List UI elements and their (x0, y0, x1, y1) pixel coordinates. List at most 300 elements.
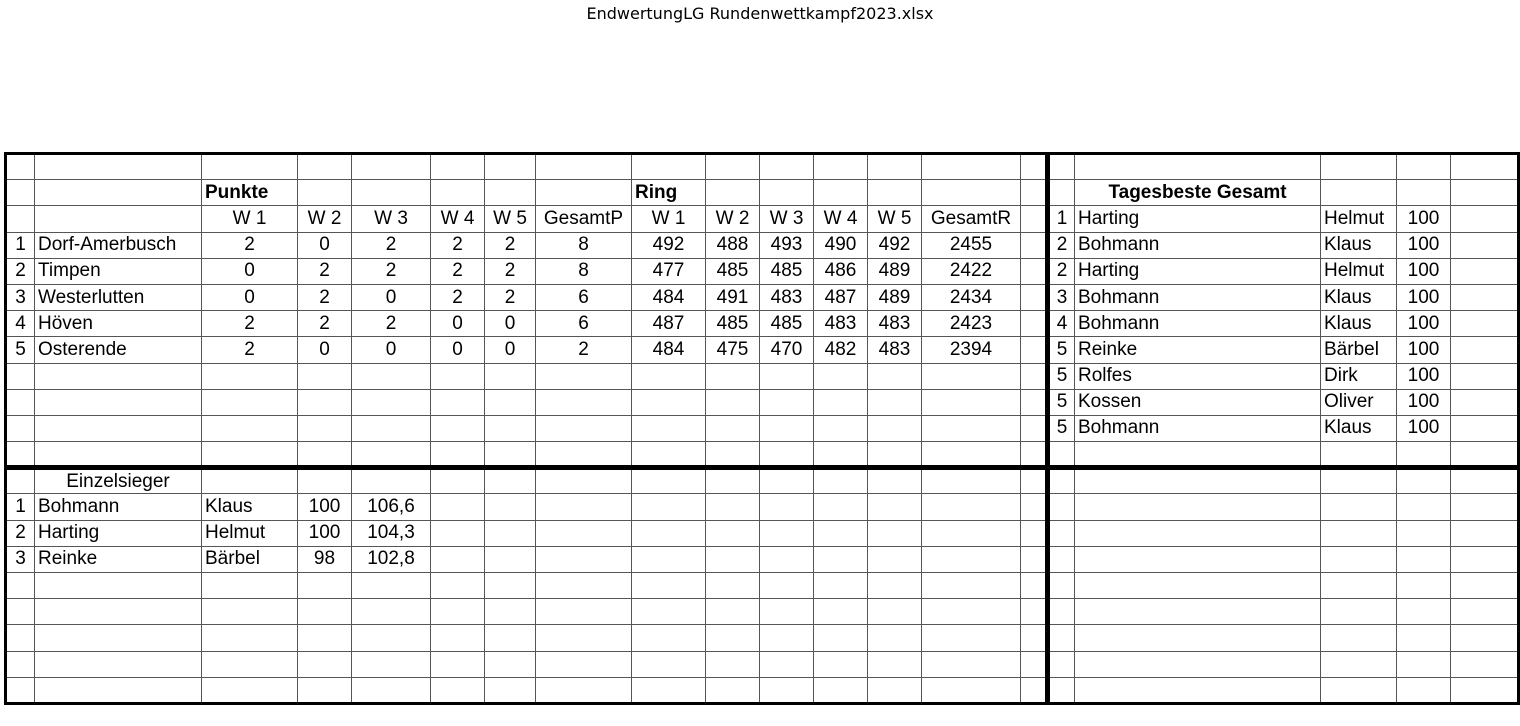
points-cell[interactable]: 2 (202, 232, 298, 258)
winner-lastname[interactable]: Reinke (35, 546, 202, 572)
empty-cell[interactable] (485, 625, 536, 651)
empty-cell[interactable] (1397, 677, 1451, 703)
empty-cell[interactable] (485, 154, 536, 180)
empty-cell[interactable] (1451, 625, 1519, 651)
empty-cell[interactable] (1048, 154, 1075, 180)
empty-cell[interactable] (922, 180, 1021, 206)
empty-cell[interactable] (760, 154, 814, 180)
day-best-firstname[interactable]: Oliver (1321, 389, 1397, 415)
ring-cell[interactable]: 2423 (922, 311, 1021, 337)
empty-cell[interactable] (760, 389, 814, 415)
empty-cell[interactable] (1048, 599, 1075, 625)
winner-value[interactable]: 104,3 (352, 520, 431, 546)
ring-cell[interactable]: 489 (868, 284, 922, 310)
empty-cell[interactable] (536, 363, 632, 389)
day-best-rank[interactable]: 4 (1048, 311, 1075, 337)
day-best-rank[interactable]: 2 (1048, 258, 1075, 284)
empty-cell[interactable] (1048, 520, 1075, 546)
day-best-firstname[interactable]: Dirk (1321, 363, 1397, 389)
empty-cell[interactable] (706, 494, 760, 520)
winner-value[interactable]: 106,6 (352, 494, 431, 520)
empty-cell[interactable] (35, 389, 202, 415)
empty-cell[interactable] (922, 442, 1021, 468)
empty-cell[interactable] (1397, 154, 1451, 180)
empty-cell[interactable] (632, 546, 706, 572)
empty-cell[interactable] (352, 599, 431, 625)
empty-cell[interactable] (1451, 651, 1519, 677)
team-rank[interactable]: 2 (6, 258, 35, 284)
empty-cell[interactable] (1075, 677, 1321, 703)
empty-cell[interactable] (536, 520, 632, 546)
ring-cell[interactable]: 483 (814, 311, 868, 337)
empty-cell[interactable] (202, 363, 298, 389)
empty-cell[interactable] (298, 154, 352, 180)
empty-cell[interactable] (1075, 651, 1321, 677)
points-column-header[interactable]: W 3 (352, 206, 431, 232)
ring-cell[interactable]: 484 (632, 284, 706, 310)
day-best-score[interactable]: 100 (1397, 311, 1451, 337)
empty-cell[interactable] (1451, 389, 1519, 415)
empty-cell[interactable] (1397, 520, 1451, 546)
day-best-firstname[interactable]: Bärbel (1321, 337, 1397, 363)
ring-column-header[interactable]: W 4 (814, 206, 868, 232)
empty-cell[interactable] (814, 494, 868, 520)
empty-cell[interactable] (1397, 494, 1451, 520)
empty-cell[interactable] (1048, 468, 1075, 494)
empty-cell[interactable] (1451, 573, 1519, 599)
empty-cell[interactable] (1021, 415, 1048, 441)
day-best-rank[interactable]: 3 (1048, 284, 1075, 310)
points-column-header[interactable]: W 5 (485, 206, 536, 232)
empty-cell[interactable] (1451, 415, 1519, 441)
day-best-score[interactable]: 100 (1397, 258, 1451, 284)
day-best-rank[interactable]: 5 (1048, 337, 1075, 363)
empty-cell[interactable] (485, 573, 536, 599)
winner-score[interactable]: 98 (298, 546, 352, 572)
empty-cell[interactable] (536, 468, 632, 494)
empty-cell[interactable] (868, 573, 922, 599)
winner-firstname[interactable]: Helmut (202, 520, 298, 546)
empty-cell[interactable] (1397, 625, 1451, 651)
points-cell[interactable]: 2 (431, 284, 485, 310)
empty-cell[interactable] (298, 442, 352, 468)
empty-cell[interactable] (1075, 520, 1321, 546)
empty-cell[interactable] (6, 363, 35, 389)
empty-cell[interactable] (6, 677, 35, 703)
day-best-rank[interactable]: 5 (1048, 389, 1075, 415)
empty-cell[interactable] (1021, 154, 1048, 180)
empty-cell[interactable] (35, 677, 202, 703)
empty-cell[interactable] (1451, 206, 1519, 232)
points-cell[interactable]: 0 (485, 337, 536, 363)
empty-cell[interactable] (431, 180, 485, 206)
empty-cell[interactable] (814, 546, 868, 572)
points-cell[interactable]: 2 (202, 337, 298, 363)
points-column-header[interactable]: W 2 (298, 206, 352, 232)
empty-cell[interactable] (6, 625, 35, 651)
team-name[interactable]: Timpen (35, 258, 202, 284)
empty-cell[interactable] (485, 442, 536, 468)
ring-cell[interactable]: 477 (632, 258, 706, 284)
empty-cell[interactable] (922, 468, 1021, 494)
empty-cell[interactable] (1021, 520, 1048, 546)
day-best-lastname[interactable]: Bohmann (1075, 232, 1321, 258)
empty-cell[interactable] (632, 599, 706, 625)
empty-cell[interactable] (352, 180, 431, 206)
ring-cell[interactable]: 493 (760, 232, 814, 258)
empty-cell[interactable] (352, 677, 431, 703)
empty-cell[interactable] (814, 389, 868, 415)
empty-cell[interactable] (922, 389, 1021, 415)
empty-cell[interactable] (868, 625, 922, 651)
empty-cell[interactable] (352, 468, 431, 494)
empty-cell[interactable] (1397, 442, 1451, 468)
empty-cell[interactable] (868, 363, 922, 389)
empty-cell[interactable] (1021, 363, 1048, 389)
empty-cell[interactable] (536, 389, 632, 415)
ring-cell[interactable]: 492 (868, 232, 922, 258)
empty-cell[interactable] (1451, 520, 1519, 546)
empty-cell[interactable] (6, 468, 35, 494)
empty-cell[interactable] (706, 599, 760, 625)
empty-cell[interactable] (352, 389, 431, 415)
day-best-firstname[interactable]: Klaus (1321, 232, 1397, 258)
empty-cell[interactable] (760, 468, 814, 494)
empty-cell[interactable] (35, 651, 202, 677)
day-best-rank[interactable]: 5 (1048, 415, 1075, 441)
empty-cell[interactable] (431, 154, 485, 180)
empty-cell[interactable] (706, 468, 760, 494)
day-best-lastname[interactable]: Reinke (1075, 337, 1321, 363)
empty-cell[interactable] (352, 651, 431, 677)
einzelsieger-heading[interactable]: Einzelsieger (35, 468, 202, 494)
empty-cell[interactable] (1321, 677, 1397, 703)
day-best-lastname[interactable]: Rolfes (1075, 363, 1321, 389)
empty-cell[interactable] (760, 363, 814, 389)
empty-cell[interactable] (485, 415, 536, 441)
day-best-rank[interactable]: 2 (1048, 232, 1075, 258)
empty-cell[interactable] (1451, 468, 1519, 494)
empty-cell[interactable] (6, 573, 35, 599)
points-column-header[interactable]: GesamtP (536, 206, 632, 232)
empty-cell[interactable] (1451, 284, 1519, 310)
empty-cell[interactable] (814, 180, 868, 206)
ring-column-header[interactable]: W 5 (868, 206, 922, 232)
day-best-firstname[interactable]: Klaus (1321, 311, 1397, 337)
empty-cell[interactable] (760, 415, 814, 441)
day-best-score[interactable]: 100 (1397, 284, 1451, 310)
empty-cell[interactable] (352, 415, 431, 441)
points-cell[interactable]: 2 (202, 311, 298, 337)
empty-cell[interactable] (760, 573, 814, 599)
empty-cell[interactable] (431, 363, 485, 389)
empty-cell[interactable] (6, 389, 35, 415)
empty-cell[interactable] (1321, 546, 1397, 572)
punkte-header[interactable]: Punkte (202, 180, 298, 206)
empty-cell[interactable] (352, 625, 431, 651)
empty-cell[interactable] (431, 494, 485, 520)
empty-cell[interactable] (6, 180, 35, 206)
winner-firstname[interactable]: Bärbel (202, 546, 298, 572)
ring-cell[interactable]: 489 (868, 258, 922, 284)
empty-cell[interactable] (1021, 284, 1048, 310)
ring-cell[interactable]: 484 (632, 337, 706, 363)
day-best-score[interactable]: 100 (1397, 363, 1451, 389)
empty-cell[interactable] (431, 546, 485, 572)
empty-cell[interactable] (431, 520, 485, 546)
empty-cell[interactable] (536, 573, 632, 599)
empty-cell[interactable] (706, 546, 760, 572)
empty-cell[interactable] (1321, 494, 1397, 520)
winner-rank[interactable]: 3 (6, 546, 35, 572)
empty-cell[interactable] (706, 520, 760, 546)
empty-cell[interactable] (760, 494, 814, 520)
empty-cell[interactable] (1021, 389, 1048, 415)
empty-cell[interactable] (431, 415, 485, 441)
ring-header[interactable]: Ring (632, 180, 706, 206)
empty-cell[interactable] (202, 677, 298, 703)
empty-cell[interactable] (1021, 494, 1048, 520)
ring-column-header[interactable]: W 2 (706, 206, 760, 232)
empty-cell[interactable] (814, 154, 868, 180)
empty-cell[interactable] (431, 599, 485, 625)
points-cell[interactable]: 2 (431, 232, 485, 258)
ring-cell[interactable]: 483 (760, 284, 814, 310)
empty-cell[interactable] (536, 494, 632, 520)
empty-cell[interactable] (1321, 651, 1397, 677)
empty-cell[interactable] (1451, 546, 1519, 572)
empty-cell[interactable] (706, 651, 760, 677)
empty-cell[interactable] (35, 363, 202, 389)
ring-cell[interactable]: 482 (814, 337, 868, 363)
empty-cell[interactable] (1075, 442, 1321, 468)
ring-cell[interactable]: 486 (814, 258, 868, 284)
empty-cell[interactable] (6, 415, 35, 441)
empty-cell[interactable] (536, 677, 632, 703)
empty-cell[interactable] (1451, 154, 1519, 180)
empty-cell[interactable] (1075, 494, 1321, 520)
empty-cell[interactable] (1021, 651, 1048, 677)
empty-cell[interactable] (1075, 154, 1321, 180)
empty-cell[interactable] (706, 625, 760, 651)
empty-cell[interactable] (35, 180, 202, 206)
empty-cell[interactable] (760, 651, 814, 677)
empty-cell[interactable] (202, 573, 298, 599)
empty-cell[interactable] (814, 468, 868, 494)
empty-cell[interactable] (298, 415, 352, 441)
empty-cell[interactable] (706, 389, 760, 415)
team-name[interactable]: Osterende (35, 337, 202, 363)
empty-cell[interactable] (352, 573, 431, 599)
empty-cell[interactable] (868, 442, 922, 468)
empty-cell[interactable] (922, 677, 1021, 703)
empty-cell[interactable] (706, 442, 760, 468)
ring-cell[interactable]: 492 (632, 232, 706, 258)
points-column-header[interactable]: W 4 (431, 206, 485, 232)
empty-cell[interactable] (1321, 180, 1397, 206)
points-cell[interactable]: 0 (352, 284, 431, 310)
empty-cell[interactable] (760, 677, 814, 703)
points-cell[interactable]: 0 (202, 284, 298, 310)
team-rank[interactable]: 5 (6, 337, 35, 363)
empty-cell[interactable] (1451, 363, 1519, 389)
ring-cell[interactable]: 483 (868, 337, 922, 363)
empty-cell[interactable] (298, 573, 352, 599)
ring-column-header[interactable]: W 3 (760, 206, 814, 232)
empty-cell[interactable] (431, 389, 485, 415)
empty-cell[interactable] (1048, 180, 1075, 206)
empty-cell[interactable] (868, 468, 922, 494)
ring-cell[interactable]: 470 (760, 337, 814, 363)
day-best-firstname[interactable]: Helmut (1321, 206, 1397, 232)
points-cell[interactable]: 0 (431, 337, 485, 363)
points-cell[interactable]: 8 (536, 258, 632, 284)
empty-cell[interactable] (485, 546, 536, 572)
empty-cell[interactable] (1075, 599, 1321, 625)
empty-cell[interactable] (35, 154, 202, 180)
ring-cell[interactable]: 2455 (922, 232, 1021, 258)
day-best-score[interactable]: 100 (1397, 389, 1451, 415)
ring-cell[interactable]: 490 (814, 232, 868, 258)
empty-cell[interactable] (1451, 232, 1519, 258)
points-cell[interactable]: 2 (298, 284, 352, 310)
empty-cell[interactable] (6, 442, 35, 468)
empty-cell[interactable] (814, 573, 868, 599)
empty-cell[interactable] (922, 599, 1021, 625)
empty-cell[interactable] (536, 154, 632, 180)
empty-cell[interactable] (1451, 180, 1519, 206)
winner-value[interactable]: 102,8 (352, 546, 431, 572)
winner-firstname[interactable]: Klaus (202, 494, 298, 520)
empty-cell[interactable] (536, 546, 632, 572)
ring-cell[interactable]: 485 (706, 311, 760, 337)
empty-cell[interactable] (298, 363, 352, 389)
points-cell[interactable]: 0 (202, 258, 298, 284)
empty-cell[interactable] (922, 573, 1021, 599)
empty-cell[interactable] (1075, 625, 1321, 651)
empty-cell[interactable] (485, 494, 536, 520)
empty-cell[interactable] (35, 415, 202, 441)
empty-cell[interactable] (632, 573, 706, 599)
points-cell[interactable]: 2 (298, 258, 352, 284)
empty-cell[interactable] (1048, 546, 1075, 572)
empty-cell[interactable] (1021, 258, 1048, 284)
day-best-score[interactable]: 100 (1397, 232, 1451, 258)
empty-cell[interactable] (814, 520, 868, 546)
day-best-lastname[interactable]: Harting (1075, 258, 1321, 284)
ring-cell[interactable]: 2394 (922, 337, 1021, 363)
empty-cell[interactable] (868, 546, 922, 572)
points-cell[interactable]: 2 (536, 337, 632, 363)
empty-cell[interactable] (760, 599, 814, 625)
day-best-firstname[interactable]: Klaus (1321, 284, 1397, 310)
empty-cell[interactable] (352, 363, 431, 389)
empty-cell[interactable] (6, 154, 35, 180)
empty-cell[interactable] (1397, 599, 1451, 625)
empty-cell[interactable] (632, 154, 706, 180)
empty-cell[interactable] (485, 677, 536, 703)
empty-cell[interactable] (298, 468, 352, 494)
winner-rank[interactable]: 2 (6, 520, 35, 546)
empty-cell[interactable] (298, 180, 352, 206)
ring-column-header[interactable]: W 1 (632, 206, 706, 232)
empty-cell[interactable] (1451, 442, 1519, 468)
empty-cell[interactable] (431, 468, 485, 494)
empty-cell[interactable] (6, 651, 35, 677)
empty-cell[interactable] (868, 154, 922, 180)
empty-cell[interactable] (6, 206, 35, 232)
points-cell[interactable]: 6 (536, 311, 632, 337)
winner-lastname[interactable]: Bohmann (35, 494, 202, 520)
winner-score[interactable]: 100 (298, 494, 352, 520)
empty-cell[interactable] (868, 677, 922, 703)
empty-cell[interactable] (536, 599, 632, 625)
empty-cell[interactable] (1321, 625, 1397, 651)
empty-cell[interactable] (352, 442, 431, 468)
empty-cell[interactable] (632, 468, 706, 494)
empty-cell[interactable] (485, 468, 536, 494)
empty-cell[interactable] (760, 442, 814, 468)
ring-cell[interactable]: 487 (632, 311, 706, 337)
empty-cell[interactable] (922, 625, 1021, 651)
empty-cell[interactable] (202, 625, 298, 651)
day-best-lastname[interactable]: Bohmann (1075, 311, 1321, 337)
empty-cell[interactable] (35, 625, 202, 651)
empty-cell[interactable] (1021, 206, 1048, 232)
empty-cell[interactable] (922, 651, 1021, 677)
ring-cell[interactable]: 2422 (922, 258, 1021, 284)
team-name[interactable]: Dorf-Amerbusch (35, 232, 202, 258)
day-best-lastname[interactable]: Harting (1075, 206, 1321, 232)
empty-cell[interactable] (632, 677, 706, 703)
empty-cell[interactable] (35, 206, 202, 232)
empty-cell[interactable] (922, 520, 1021, 546)
empty-cell[interactable] (202, 415, 298, 441)
winner-score[interactable]: 100 (298, 520, 352, 546)
empty-cell[interactable] (868, 180, 922, 206)
empty-cell[interactable] (352, 154, 431, 180)
empty-cell[interactable] (431, 442, 485, 468)
empty-cell[interactable] (536, 651, 632, 677)
empty-cell[interactable] (1021, 677, 1048, 703)
empty-cell[interactable] (536, 180, 632, 206)
empty-cell[interactable] (922, 363, 1021, 389)
empty-cell[interactable] (35, 442, 202, 468)
empty-cell[interactable] (1021, 337, 1048, 363)
empty-cell[interactable] (1451, 311, 1519, 337)
empty-cell[interactable] (431, 651, 485, 677)
empty-cell[interactable] (922, 546, 1021, 572)
empty-cell[interactable] (760, 180, 814, 206)
empty-cell[interactable] (1075, 573, 1321, 599)
empty-cell[interactable] (706, 180, 760, 206)
empty-cell[interactable] (706, 154, 760, 180)
empty-cell[interactable] (431, 625, 485, 651)
empty-cell[interactable] (536, 415, 632, 441)
empty-cell[interactable] (485, 363, 536, 389)
empty-cell[interactable] (202, 599, 298, 625)
team-name[interactable]: Höven (35, 311, 202, 337)
empty-cell[interactable] (202, 651, 298, 677)
empty-cell[interactable] (35, 599, 202, 625)
empty-cell[interactable] (1021, 311, 1048, 337)
empty-cell[interactable] (1021, 573, 1048, 599)
ring-cell[interactable]: 487 (814, 284, 868, 310)
empty-cell[interactable] (1021, 546, 1048, 572)
day-best-lastname[interactable]: Bohmann (1075, 284, 1321, 310)
empty-cell[interactable] (1075, 468, 1321, 494)
empty-cell[interactable] (814, 599, 868, 625)
